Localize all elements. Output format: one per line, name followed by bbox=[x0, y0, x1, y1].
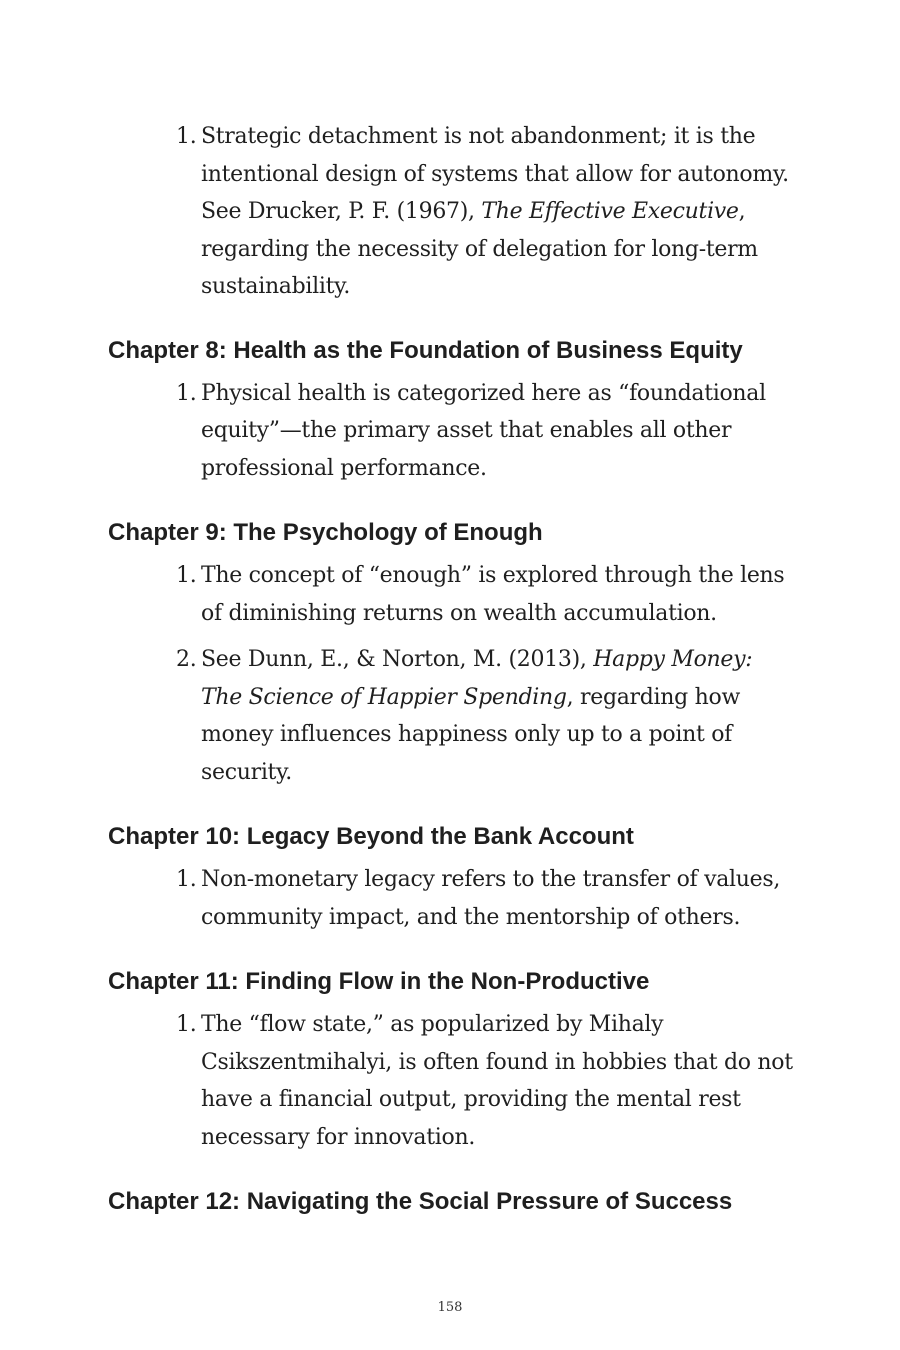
chapter-heading: Chapter 11: Finding Flow in the Non-Productive bbox=[108, 968, 650, 995]
endnote-item bbox=[108, 1006, 798, 1156]
chapter-heading: Chapter 9: The Psychology of Enough bbox=[108, 519, 543, 546]
endnote-text: The concept of “enough” is explored through the lens of diminishing returns on wealth accumulation. bbox=[201, 563, 785, 626]
endnote-text: Strategic detachment is not abandonment; it is the intentional design of systems that allow for autonomy. See Drucker, P. F. (1967), bbox=[201, 124, 789, 224]
chapter-heading: Chapter 12: Navigating the Social Pressure of Success bbox=[108, 1188, 733, 1215]
endnote-item bbox=[108, 641, 798, 791]
endnote-text: Physical health is categorized here as “foundational equity”—the primary asset that enables all other professional performance. bbox=[201, 380, 766, 481]
endnotes-content bbox=[108, 118, 798, 1226]
endnote-number: 2. bbox=[176, 647, 197, 672]
book-title: Happy Money: The Science of Happier Spending bbox=[201, 647, 753, 710]
endnote-text: , regarding the necessity of delegation for long-term sustainability. bbox=[201, 199, 758, 299]
endnote-number: 1. bbox=[176, 563, 197, 588]
chapter-heading: Chapter 8: Health as the Foundation of Business Equity bbox=[108, 336, 743, 364]
chapter-heading: Chapter 10: Legacy Beyond the Bank Account bbox=[108, 823, 634, 850]
endnote-number: 1. bbox=[176, 380, 197, 406]
endnote-item bbox=[108, 557, 798, 632]
endnote-item bbox=[108, 375, 798, 488]
endnote-text: The “flow state,” as popularized by Mihaly Csikszentmihalyi, is often found in hobbies that do not have a financial output, providing the mental rest necessary for innovation. bbox=[201, 1012, 793, 1150]
endnote-number: 1. bbox=[176, 867, 197, 892]
endnote-number: 1. bbox=[176, 124, 197, 149]
endnote-text: See Dunn, E., & Norton, M. (2013), bbox=[201, 647, 594, 672]
book-title: The Effective Executive bbox=[481, 199, 739, 224]
endnote-text: , regarding how money influences happiness only up to a point of security. bbox=[201, 684, 740, 785]
endnote-item bbox=[108, 861, 798, 936]
endnote-number: 1. bbox=[176, 1012, 197, 1037]
page-number: 158 bbox=[437, 1300, 463, 1315]
endnote-text: Non-monetary legacy refers to the transfer of values, community impact, and the mentorship of others. bbox=[201, 867, 781, 930]
endnote-item bbox=[108, 118, 798, 306]
